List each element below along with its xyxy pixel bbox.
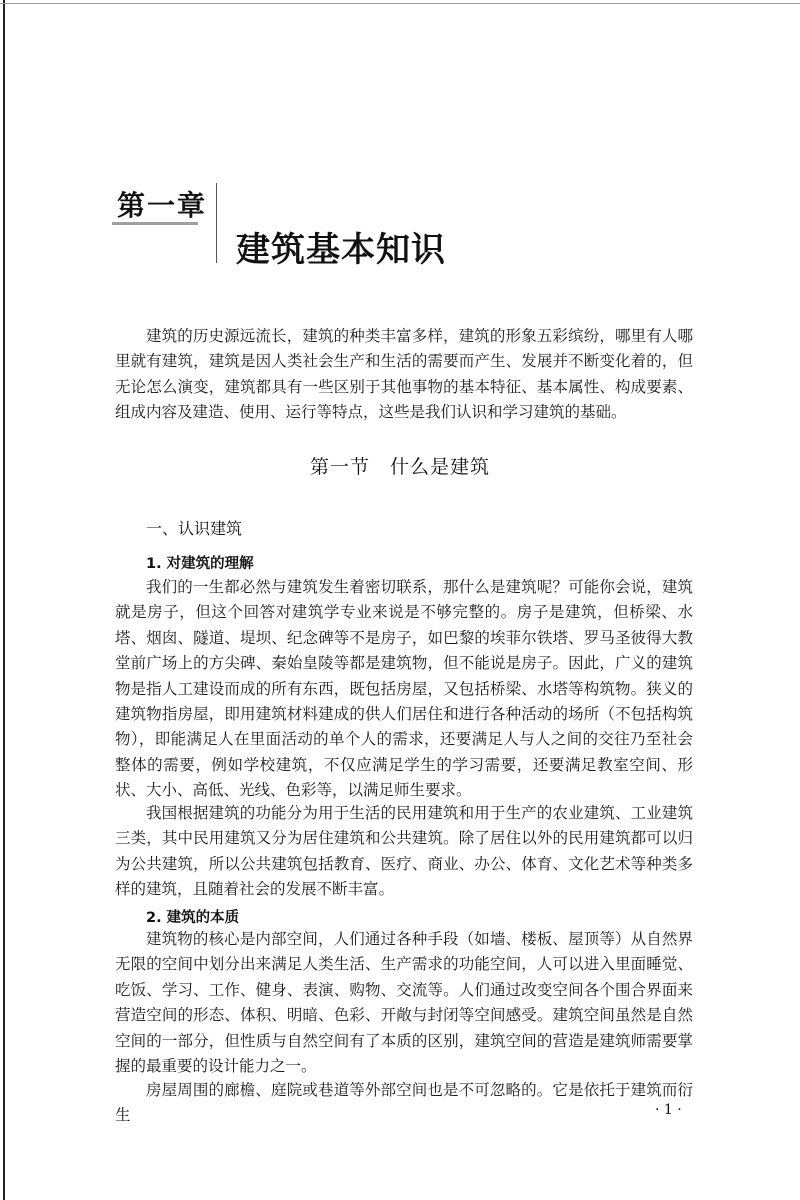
page-number: · 1 ·	[655, 1102, 682, 1118]
intro-paragraph: 建筑的历史源远流长，建筑的种类丰富多样，建筑的形象五彩缤纷，哪里有人哪里就有建筑，建筑是因人类社会生产和生活的需要而产生、发展并不断变化着的，但无论怎么演变，建筑都具有一些区别于其他事物的基本特征、基本属性、构成要素、组成内容及建造、使用、运行等特点，这些是我们认识和学习建筑的基础。	[115, 327, 693, 422]
body-paragraph: 建筑物的核心是内部空间，人们通过各种手段（如墙、楼板、屋顶等）从自然界无限的空间中划分出来满足人类生活、生产需求的功能空间，人可以进入里面睡觉、吃饭、学习、工作、健身、表演、购物、交流等。人们通过改变空间各个围合界面来营造空间的形态、体积、明暗、色彩、开敞与封闭等空间感受。建筑空间虽然是自然空间的一部分，但性质与自然空间有了本质的区别，建筑空间的营造是建筑师需要掌握的最重要的设计能力之一。	[115, 930, 693, 1076]
body-paragraph: 我国根据建筑的功能分为用于生活的民用建筑和用于生产的农业建筑、工业建筑三类，其中民用建筑又分为居住建筑和公共建筑。除了居住以外的民用建筑都可以归为公共建筑，所以公共建筑包括教育、医疗、商业、办公、体育、文化艺术等种类多样的建筑，且随着社会的发展不断丰富。	[115, 804, 693, 899]
body-paragraph: 我们的一生都必然与建筑发生着密切联系，那什么是建筑呢？可能你会说，建筑就是房子，但这个回答对建筑学专业来说是不够完整的。房子是建筑，但桥梁、水塔、烟囱、隧道、堤坝、纪念碑等不是房子，如巴黎的埃菲尔铁塔、罗马圣彼得大教堂前广场上的方尖碑、秦始皇陵等都是建筑物，但不能说是房子。因此，广义的建筑物是指人工建设而成的所有东西，既包括房屋，又包括桥梁、水塔等构筑物。狭义的建筑物指房屋，即用建筑材料建成的供人们居住和进行各种活动的场所（不包括构筑物），即能满足人在里面活动的单个人的需求，还要满足人与人之间的交往乃至社会整体的需要，例如学校建筑，不仅应满足学生的学习需要，还要满足教室空间、形状、大小、高低、光线、色彩等，以满足师生要求。	[115, 578, 693, 800]
chapter-label: 第一章	[117, 189, 208, 222]
page-edge-border	[3, 0, 5, 1200]
heading-level1: 一、认识建筑	[146, 519, 243, 538]
subsection-heading: 1. 对建筑的理解	[146, 556, 254, 572]
chapter-label-underline	[112, 222, 198, 225]
body-paragraph: 房屋周围的廊檐、庭院或巷道等外部空间也是不可忽略的。它是依托于建筑而衍生	[115, 1081, 693, 1125]
subsection-heading: 2. 建筑的本质	[146, 910, 240, 926]
section-title: 第一节 什么是建筑	[309, 456, 490, 478]
chapter-divider	[216, 183, 217, 263]
page-top-border	[0, 3, 800, 4]
chapter-title: 建筑基本知识	[236, 230, 446, 270]
